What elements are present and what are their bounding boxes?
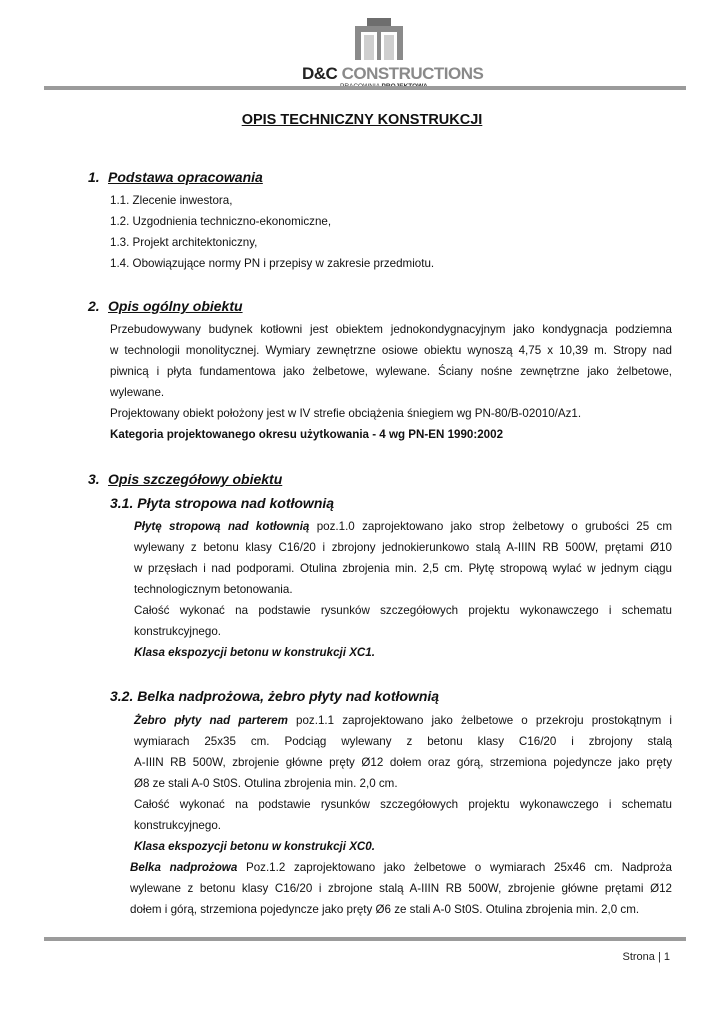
section-1-item: 1.2. Uzgodnienia techniczno-ekonomiczne, [110, 215, 332, 228]
subsection-3-2-line [134, 714, 672, 728]
subsection-3-1-line: wylewany z betonu klasy C16/20 i zbrojony jednokierunkowo stalą A-IIIN RB 500W, prętami Ø10 [134, 541, 672, 554]
lintel-beam-line: wylewane z betonu klasy C16/20 i zbrojone stalą A-IIIN RB 500W, zbrojenie główne prętami Ø12 [130, 882, 672, 895]
section-1-item: 1.4. Obowiązujące normy PN i przepisy w zakresie przedmiotu. [110, 257, 435, 270]
subsection-3-1-heading: 3.1. Płyta stropowa nad kotłownią [110, 495, 335, 511]
subsection-3-1-line: konstrukcyjnego. [134, 625, 221, 638]
section-2-paragraph-line: w technologii monolitycznej. Wymiary zewnętrzne osiowe obiektu wynoszą 4,75 x 10,39 m. Stropy nad [110, 344, 672, 357]
company-logo-icon [355, 18, 403, 60]
subsection-3-2-line: wymiarach 25x35 cm. Podciąg wylewany z betonu klasy C16/20 i zbrojony stalą [134, 735, 672, 748]
section-2-paragraph-line: piwnicą i płyta fundamentowa jako żelbetowe, wylewane. Ściany nośne zewnętrzne jako żelbetowe, [110, 365, 672, 378]
section-2-paragraph-line: wylewane. [110, 386, 165, 399]
usage-category: Kategoria projektowanego okresu użytkowania - 4 wg PN-EN 1990:2002 [110, 428, 504, 441]
section-2-number: 2. [88, 298, 100, 314]
page-number: Strona | 1 [622, 951, 670, 963]
lintel-beam-line [130, 861, 672, 875]
subsection-3-1-line: Całość wykonać na podstawie rysunków szczegółowych projektu wykonawczego i schematu [134, 604, 672, 617]
footer-divider [44, 937, 686, 941]
logo-brand-constructions: CONSTRUCTIONS [337, 64, 484, 83]
subsection-3-2-lead: Żebro płyty nad parterem [134, 714, 288, 727]
section-2-heading [88, 298, 243, 314]
subsection-3-2-line: Całość wykonać na podstawie rysunków szczegółowych projektu wykonawczego i schematu [134, 798, 672, 811]
subsection-3-2-heading: 3.2. Belka nadprożowa, żebro płyty nad kotłownią [110, 688, 440, 704]
section-1-number: 1. [88, 169, 100, 185]
logo-brand-dc: D&C [302, 64, 338, 83]
subsection-3-2-line: A-IIIN RB 500W, zbrojenie główne pręty Ø12 dołem oraz górą, strzemiona pojedyncze jako pręty [134, 756, 672, 769]
lintel-beam-line-rest: Poz.1.2 zaprojektowano jako żelbetowe o wymiarach 25x46 cm. Nadproża [237, 861, 672, 874]
subsection-3-2-line: Ø8 ze stali A-0 St0S. Otulina zbrojenia min. 2,0 cm. [134, 777, 398, 790]
section-3-title: Opis szczegółowy obiektu [108, 471, 283, 487]
section-1-title: Podstawa opracowania [108, 169, 263, 185]
section-1-item: 1.1. Zlecenie inwestora, [110, 194, 233, 207]
section-1-item: 1.3. Projekt architektoniczny, [110, 236, 258, 249]
subsection-3-1-exposure: Klasa ekspozycji betonu w konstrukcji XC1. [134, 646, 375, 659]
section-2-title: Opis ogólny obiektu [108, 298, 243, 314]
section-1-heading [88, 169, 263, 185]
subsection-3-1-line: w przęsłach i nad podporami. Otulina zbrojenia min. 2,5 cm. Płytę stropową wylać w jednym ciągu [134, 562, 672, 575]
subsection-3-1-line-rest: poz.1.0 zaprojektowano jako strop żelbetowy o grubości 25 cm [309, 520, 672, 533]
subsection-3-1-line: technologicznym betonowania. [134, 583, 293, 596]
page-header [0, 14, 724, 84]
subsection-3-1-lead: Płytę stropową nad kotłownią [134, 520, 310, 533]
subsection-3-1-line [134, 520, 672, 534]
document-title: OPIS TECHNICZNY KONSTRUKCJI [241, 112, 483, 128]
section-3-heading [88, 471, 282, 487]
section-2-paragraph-line: Przebudowywany budynek kotłowni jest obiektem jednokondygnacyjnym jako kondygnacja podziemna [110, 323, 672, 336]
header-divider [44, 86, 686, 90]
subsection-3-2-line: konstrukcyjnego. [134, 819, 221, 832]
subsection-3-2-exposure: Klasa ekspozycji betonu w konstrukcji XC0. [134, 840, 375, 853]
section-3-number: 3. [88, 471, 100, 487]
subsection-3-2-line-rest: poz.1.1 zaprojektowano jako żelbetowe o przekroju prostokątnym i [287, 714, 672, 727]
lintel-beam-line: dołem i górą, strzemiona pojedyncze jako pręty Ø6 ze stali A-0 St0S. Otulina zbrojenia min. 2,0 cm. [130, 903, 640, 916]
lintel-beam-lead: Belka nadprożowa [130, 861, 238, 874]
section-2-paragraph-line: Projektowany obiekt położony jest w IV strefie obciążenia śniegiem wg PN-80/B-02010/Az1. [110, 407, 582, 420]
logo-wordmark [302, 64, 483, 84]
